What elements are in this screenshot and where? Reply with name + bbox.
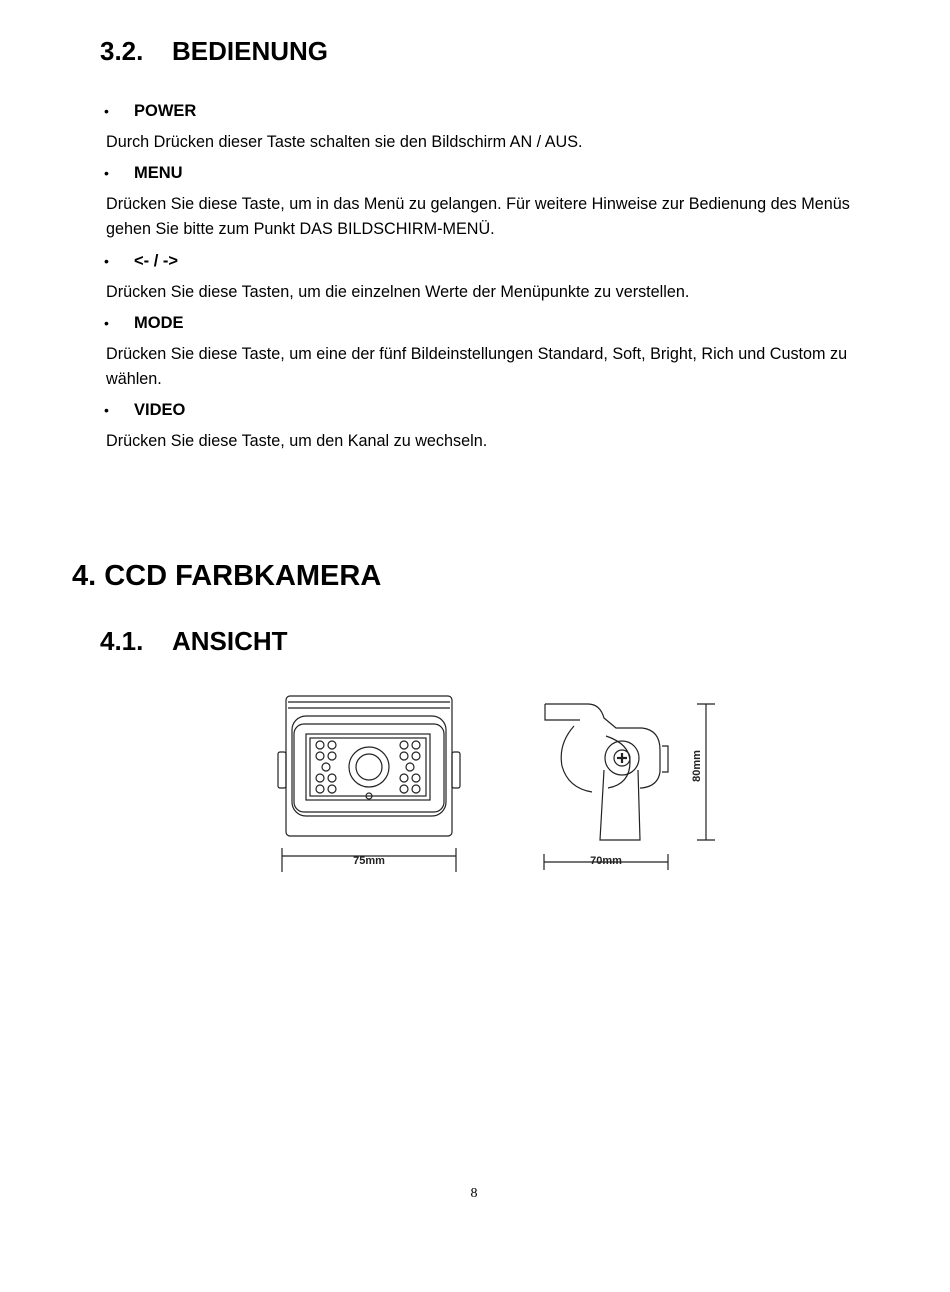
bullet-mode	[104, 314, 184, 333]
section-number: 4.1.	[100, 626, 144, 656]
section-number: 3.2.	[100, 36, 144, 66]
bullet-label: MENU	[134, 164, 183, 182]
bullet-dot-icon: •	[104, 253, 109, 269]
section-heading-3-2	[100, 36, 328, 67]
paragraph-menu: Drücken Sie diese Taste, um in das Menü zu gelangen. Für weitere Hinweise zur Bedienung des Menüs gehen Sie bitte zum Punkt DAS BILDSCHIRM-MENÜ.	[106, 195, 850, 238]
bullet-power	[104, 102, 196, 121]
paragraph-arrows: Drücken Sie diese Tasten, um die einzelnen Werte der Menüpunkte zu verstellen.	[106, 283, 690, 301]
bullet-label: POWER	[134, 102, 197, 120]
bullet-label: <- / ->	[134, 252, 179, 270]
section-number: 4.	[72, 560, 97, 592]
bullet-menu	[104, 164, 183, 183]
camera-side-view-icon	[545, 704, 668, 840]
section-heading-4	[72, 560, 381, 593]
section-heading-4-1	[100, 626, 288, 657]
section-title: ANSICHT	[172, 626, 288, 656]
side-width-label: 70mm	[590, 855, 622, 867]
bullet-video	[104, 401, 185, 420]
paragraph-video: Drücken Sie diese Taste, um den Kanal zu wechseln.	[106, 432, 488, 450]
section-title: BEDIENUNG	[172, 36, 329, 66]
bullet-arrows	[104, 252, 178, 271]
bullet-label: VIDEO	[134, 401, 186, 419]
side-height-label: 80mm	[691, 750, 703, 782]
paragraph-mode: Drücken Sie diese Taste, um eine der fünf Bildeinstellungen Standard, Soft, Bright, Rich und Custom zu wählen.	[106, 345, 848, 388]
bullet-label: MODE	[134, 314, 184, 332]
camera-dimension-drawing	[270, 688, 730, 878]
bullet-dot-icon: •	[104, 315, 109, 331]
section-title: CCD FARBKAMERA	[104, 560, 382, 592]
bullet-dot-icon: •	[104, 402, 109, 418]
bullet-dot-icon: •	[104, 165, 109, 181]
camera-front-view-icon	[278, 696, 460, 836]
front-width-label: 75mm	[353, 855, 385, 867]
bullet-dot-icon: •	[104, 103, 109, 119]
page-number: 8	[470, 1186, 478, 1201]
paragraph-power: Durch Drücken dieser Taste schalten sie den Bildschirm AN / AUS.	[106, 133, 583, 151]
